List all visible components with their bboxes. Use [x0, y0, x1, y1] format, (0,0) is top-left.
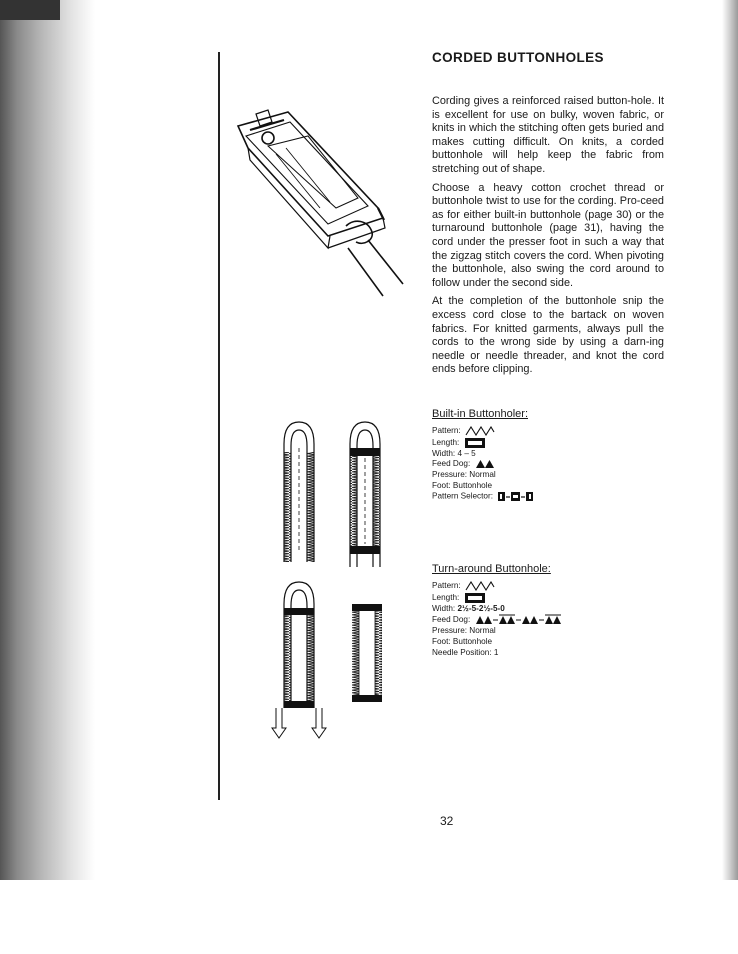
turnaround-needle-position-row: Needle Position: 1	[432, 647, 499, 657]
builtin-length-row: Length:	[432, 437, 652, 449]
turnaround-foot-row: Foot: Buttonhole	[432, 636, 493, 646]
builtin-selector-row: Pattern Selector:	[432, 491, 652, 502]
length-bar-icon	[464, 437, 486, 449]
builtin-heading: Built-in Buttonholer:	[432, 408, 528, 420]
feed-dog-sequence-icon	[475, 614, 579, 626]
column-rule	[218, 52, 220, 800]
builtin-feed-dog-row: Feed Dog:	[432, 459, 652, 470]
scan-shadow-left	[0, 0, 95, 880]
builtin-foot-row: Foot: Buttonhole	[432, 480, 493, 490]
builtin-pressure-row: Pressure: Normal	[432, 470, 496, 480]
scan-shadow-right	[722, 0, 738, 880]
paragraph-cording-finish: At the completion of the buttonhole snip the excess cord close to the bartack on woven fabrics. For knitted garments, always pull the cords to the wrong side by using a darn-ing needle or needle threader, and knot the cord ends before clipping.	[432, 295, 664, 376]
pattern-selector-icon	[497, 491, 535, 502]
page-number: 32	[440, 814, 454, 828]
paragraph-cording-method: Choose a heavy cotton crochet thread or buttonhole twist to use for the cording. Pro-ceed as for either built-in buttonhole (page 30) or the turnaround buttonhole (page 31), having the cord under the presser foot in such a way that the zigzag stitch covers the cord. When pivoting the buttonhole, also swing the cord around to follow under the second side.	[432, 181, 664, 289]
turnaround-length-row: Length:	[432, 592, 652, 604]
feed-dog-up-icon	[475, 459, 495, 469]
turnaround-feed-dog-row: Feed Dog:	[432, 614, 652, 626]
body-text	[432, 95, 664, 382]
turnaround-width-row: Width: 2½-5-2½-5-0	[432, 603, 505, 613]
builtin-pattern-row: Pattern:	[432, 426, 652, 437]
builtin-width-row: Width: 4 – 5	[432, 448, 476, 458]
zigzag-pattern-icon	[465, 426, 495, 436]
builtin-buttonholer-settings	[432, 408, 652, 503]
presser-foot-illustration	[228, 108, 413, 300]
page-title: CORDED BUTTONHOLES	[432, 50, 604, 65]
zigzag-pattern-icon	[465, 581, 495, 591]
length-bar-icon	[464, 592, 486, 604]
turnaround-buttonhole-settings	[432, 563, 652, 658]
buttonhole-diagrams	[262, 412, 402, 742]
turnaround-heading: Turn-around Buttonhole:	[432, 563, 551, 575]
turnaround-pressure-row: Pressure: Normal	[432, 626, 496, 636]
paragraph-cording-intro: Cording gives a reinforced raised button-hole. It is excellent for use on bulky, woven fabric, or knits in which the stitching often gets buried and makes cutting difficult. On knits, a corded buttonhole will help keep the fabric from stretching out of shape.	[432, 95, 664, 175]
turnaround-pattern-row: Pattern:	[432, 581, 652, 592]
